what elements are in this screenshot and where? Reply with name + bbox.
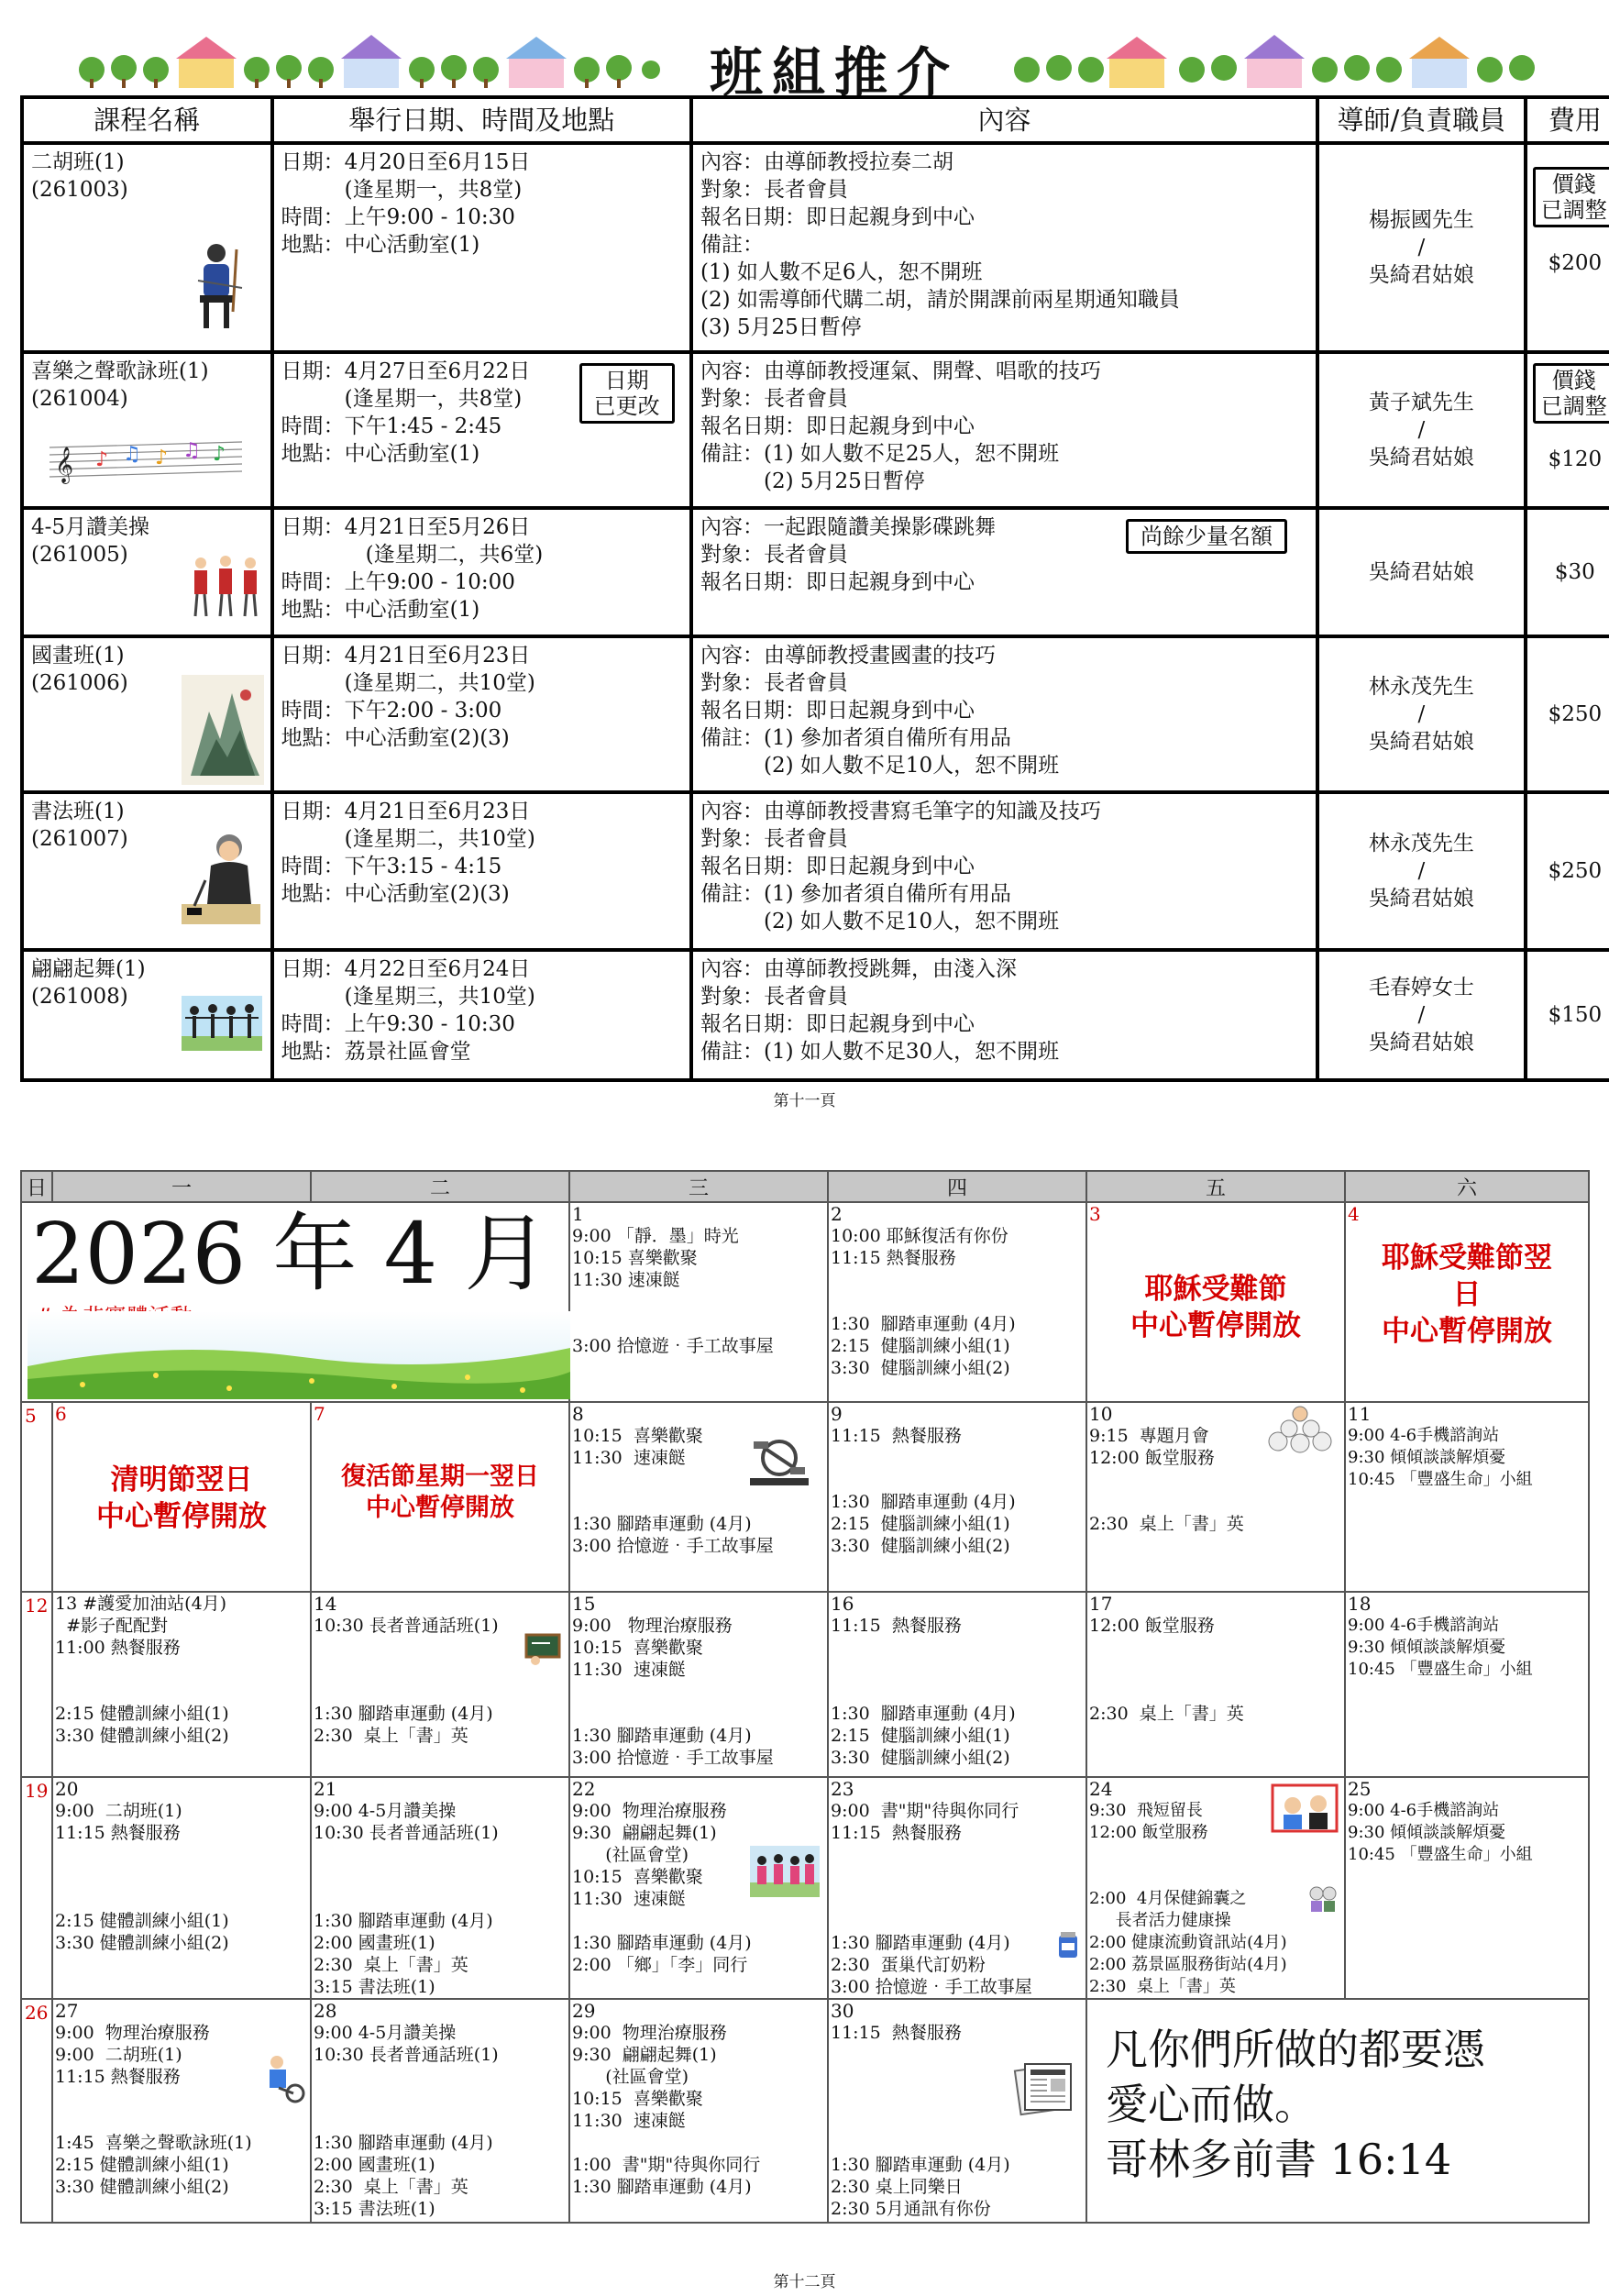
- day-number: 13: [55, 1594, 78, 1614]
- day-number: 29: [572, 2000, 596, 2022]
- course-name-cell: [22, 636, 272, 792]
- day-cell: [311, 1999, 569, 2223]
- weekday-mon: 一: [52, 1171, 311, 1202]
- day-events: 11:15 熱餐服務 1:30 腳踏車運動 (4月) 2:15 健腦訓練小組(1) 3:30 健腦訓練小組(2): [831, 1616, 1016, 1768]
- content-cell: [691, 792, 1317, 950]
- day-events: 11:15 熱餐服務 1:30 腳踏車運動 (4月) 2:15 健腦訓練小組(1) 3:30 健腦訓練小組(2): [831, 1426, 1016, 1556]
- weekday-sun: 日: [21, 1171, 52, 1202]
- day-events: 9:00 物理治療服務 10:15 喜樂歡聚 11:30 速凍餸 1:30 腳踏車運動 (4月) 3:00 拾憶遊‧手工故事屋: [572, 1616, 774, 1768]
- course-content: 內容：由導師教授跳舞，由淺入深 對象：長者會員 報名日期：即日起親身到中心 備註：(1) 如人數不足30人，恕不開班: [700, 957, 1060, 1064]
- svg-text:♪: ♪: [155, 447, 169, 469]
- day-number: 11: [1348, 1403, 1372, 1425]
- course-name-cell: [22, 508, 272, 636]
- course-fee: $150: [1548, 1003, 1603, 1027]
- content-cell: [691, 508, 1317, 636]
- day-cell: [1086, 1402, 1345, 1592]
- praise-dance-icon: [189, 546, 262, 620]
- day-events: 11:15 熱餐服務 1:30 腳踏車運動 (4月) 2:30 桌上同樂日 2:30 5月通訊有你份: [831, 2023, 1010, 2219]
- elderly-couple-icon: [1307, 1884, 1339, 1914]
- sunday-cell: 12: [21, 1592, 52, 1777]
- day-cell: [569, 1777, 828, 1999]
- calendar-week: [21, 1592, 1589, 1777]
- course-tutor: 楊振國先生 / 吳綺君姑娘: [1368, 208, 1474, 287]
- music-notes-icon: [50, 433, 242, 486]
- day-number: 4: [1348, 1203, 1360, 1225]
- svg-text:♫: ♫: [123, 443, 141, 466]
- table-row: [22, 792, 1609, 950]
- course-schedule: 日期：4月27日至6月22日 (逢星期一，共8堂) 時間：下午1:45 - 2:45 地點：中心活動室(1): [281, 359, 531, 466]
- page-number-12: 第十二頁: [773, 2273, 836, 2291]
- closure-notice: 耶穌受難節 中心暫停開放: [1130, 1273, 1301, 1342]
- day-events: 10:15 喜樂歡聚 11:30 速凍餸 1:30 腳踏車運動 (4月) 3:00 拾憶遊‧手工故事屋: [572, 1426, 774, 1556]
- day-number: 16: [831, 1593, 854, 1615]
- course-name: 國畫班(1) (261006): [31, 644, 128, 695]
- fee-cell: [1526, 636, 1609, 792]
- dancers-photo-icon: [750, 1846, 820, 1897]
- day-number: 17: [1089, 1593, 1113, 1615]
- day-cell: [52, 1999, 311, 2223]
- day-events: 9:00 4-6手機諮詢站 9:30 傾傾談談解煩憂 10:45 「豐盛生命」小組: [1348, 1801, 1533, 1864]
- fee-cell: [1526, 950, 1609, 1080]
- svg-text:♫: ♫: [182, 439, 201, 462]
- course-schedule: 日期：4月21日至6月23日 (逢星期二，共10堂) 時間：下午2:00 - 3:00 地點：中心活動室(2)(3): [281, 644, 535, 750]
- audience-meeting-icon: [1260, 1405, 1342, 1460]
- schedule-cell: [272, 352, 691, 508]
- course-schedule: 日期：4月20日至6月15日 (逢星期一，共8堂) 時間：上午9:00 - 10:30 地點：中心活動室(1): [281, 150, 531, 257]
- tutor-cell: [1317, 950, 1526, 1080]
- course-content: 內容：一起跟隨讚美操影碟跳舞 對象：長者會員 報名日期：即日起親身到中心: [700, 515, 997, 594]
- fee-cell: [1526, 352, 1609, 508]
- course-name-cell: [22, 792, 272, 950]
- course-table-header: [22, 97, 1609, 143]
- tutor-cell: [1317, 636, 1526, 792]
- day-number: 7: [314, 1403, 325, 1425]
- course-fee: $250: [1548, 702, 1603, 726]
- day-events: [53, 1593, 310, 1747]
- day-cell: [569, 1202, 828, 1402]
- day-cell: [569, 1592, 828, 1777]
- day-cell: [1345, 1202, 1589, 1402]
- calligraphy-icon: [178, 827, 262, 928]
- day-number: 3: [1089, 1203, 1101, 1225]
- schedule-cell: [272, 950, 691, 1080]
- course-fee: $200: [1548, 251, 1603, 275]
- svg-text:♪: ♪: [213, 443, 226, 466]
- course-tutor: 黃子斌先生 / 吳綺君姑娘: [1368, 391, 1474, 469]
- fee-cell: [1526, 792, 1609, 950]
- price-adjusted-badge: 價錢 已調整: [1533, 167, 1609, 227]
- weekday-tue: 二: [311, 1171, 569, 1202]
- course-content: 內容：由導師教授拉奏二胡 對象：長者會員 報名日期：即日起親身到中心 備註： (1) 如人數不足6人，恕不開班 (2) 如需導師代購二胡，請於開課前兩星期通知職員 (3) 5月25日暫停: [700, 150, 1180, 339]
- month-title: 2026 年 4 月: [31, 1205, 549, 1303]
- meadow-scene-icon: [28, 1311, 570, 1399]
- day-cell: [828, 1402, 1086, 1592]
- tutor-cell: [1317, 143, 1526, 352]
- page-title: 班組推介: [709, 41, 959, 104]
- calendar-week: [21, 1999, 1589, 2223]
- course-fee: $120: [1548, 447, 1603, 471]
- day-number: 22: [572, 1778, 596, 1800]
- day-events: 9:00 物理治療服務 9:30 翩翩起舞(1) (社區會堂) 10:15 喜樂歡聚 11:30 速凍餸 1:30 腳踏車運動 (4月) 2:00 「鄉」「李」同行: [572, 1801, 752, 1975]
- day-number: 2: [831, 1203, 843, 1225]
- column-header-content: 內容: [691, 97, 1317, 143]
- day-number: 14: [314, 1593, 337, 1615]
- day-cell: [1086, 1592, 1345, 1777]
- day-cell: [1345, 1777, 1589, 1999]
- course-name-cell: [22, 950, 272, 1080]
- course-tutor: 林永茂先生 / 吳綺君姑娘: [1368, 675, 1474, 754]
- course-content: 內容：由導師教授書寫毛筆字的知識及技巧 對象：長者會員 報名日期：即日起親身到中心 備註：(1) 參加者須自備所有用品 (2) 如人數不足10人，恕不開班: [700, 800, 1102, 933]
- day-events: 9:00 4-6手機諮詢站 9:30 傾傾談談解煩憂 10:45 「豐盛生命」小組: [1348, 1616, 1533, 1679]
- content-cell: [691, 636, 1317, 792]
- weekday-header: [21, 1171, 1589, 1202]
- course-name: 4-5月讚美操 (261005): [31, 515, 150, 567]
- sunday-cell: 19: [21, 1777, 52, 1999]
- date-changed-badge: 日期 已更改: [579, 363, 675, 424]
- day-events: 9:00 物理治療服務 9:30 翩翩起舞(1) (社區會堂) 10:15 喜樂歡聚 11:30 速凍餸 1:00 書"期"待與你同行 1:30 腳踏車運動 (4月): [572, 2023, 761, 2197]
- course-name-cell: [22, 352, 272, 508]
- fee-cell: [1526, 508, 1609, 636]
- castle-tree-border-left-icon: [73, 33, 660, 88]
- fee-cell: [1526, 143, 1609, 352]
- bible-verse: 凡你們所做的都要憑 愛心而做。 哥林多前書 16:14: [1106, 2025, 1485, 2184]
- day-number: 24: [1089, 1778, 1113, 1800]
- course-tutor: 毛春婷女士 / 吳綺君姑娘: [1368, 976, 1474, 1054]
- day-events: 9:00 書"期"待與你同行 11:15 熱餐服務 1:30 腳踏車運動 (4月) 2:30 蛋巢代訂奶粉 3:00 拾憶遊‧手工故事屋: [831, 1801, 1032, 1997]
- day-cell: [52, 1402, 311, 1592]
- table-row: [22, 143, 1609, 352]
- few-places-left-badge: 尚餘少量名額: [1126, 519, 1287, 554]
- weekday-wed: 三: [569, 1171, 828, 1202]
- day-cell: [828, 1777, 1086, 1999]
- day-cell: [1345, 1402, 1589, 1592]
- day-number: 9: [831, 1403, 843, 1425]
- table-row: [22, 636, 1609, 792]
- day-events: 12:00 飯堂服務 2:30 桌上「書」英: [1089, 1616, 1244, 1724]
- day-cell: [52, 1777, 311, 1999]
- course-tutor: 吳綺君姑娘: [1368, 560, 1474, 584]
- day-number: 21: [314, 1778, 337, 1800]
- weekday-sat: 六: [1345, 1171, 1589, 1202]
- day-cell: [1086, 1777, 1345, 1999]
- day-number: 8: [572, 1403, 584, 1425]
- sunday-cell: 26: [21, 1999, 52, 2223]
- day-number: 1: [572, 1203, 584, 1225]
- dance-group-icon: [182, 996, 262, 1051]
- schedule-cell: [272, 636, 691, 792]
- course-schedule: 日期：4月21日至6月23日 (逢星期二，共10堂) 時間：下午3:15 - 4:15 地點：中心活動室(2)(3): [281, 800, 535, 906]
- column-header-schedule: 舉行日期、時間及地點: [272, 97, 691, 143]
- day-events: 9:00 物理治療服務 9:00 二胡班(1) 11:15 熱餐服務 1:45 喜樂之聲歌詠班(1) 2:15 健體訓練小組(1) 3:30 健體訓練小組(2): [55, 2023, 252, 2197]
- day-events: 9:00 二胡班(1) 11:15 熱餐服務 2:15 健體訓練小組(1) 3:30 健體訓練小組(2): [55, 1801, 229, 1953]
- day-number: 6: [55, 1403, 67, 1425]
- chinese-painting-icon: [182, 675, 264, 785]
- day-cell: [311, 1592, 569, 1777]
- day-cell: [828, 1592, 1086, 1777]
- closure-notice: 復活節星期一翌日 中心暫停開放: [341, 1463, 539, 1522]
- schedule-cell: [272, 792, 691, 950]
- day-events: 9:00 4-5月讚美操 10:30 長者普通話班(1) 1:30 腳踏車運動 (4月) 2:00 國畫班(1) 2:30 桌上「書」英 3:15 書法班(1): [314, 1801, 499, 1997]
- month-title-cell: [21, 1202, 569, 1402]
- castle-tree-border-right-icon: [1008, 33, 1540, 88]
- course-name: 書法班(1) (261007): [31, 800, 128, 851]
- course-fee: $250: [1548, 859, 1603, 883]
- content-cell: [691, 143, 1317, 352]
- milk-can-icon: [1056, 1930, 1080, 1959]
- day-number: 20: [55, 1778, 79, 1800]
- svg-text:𝄞: 𝄞: [55, 447, 74, 483]
- day-number: 15: [572, 1593, 596, 1615]
- chalkboard-icon: [524, 1633, 561, 1666]
- column-header-fee: 費用: [1526, 97, 1609, 143]
- course-schedule: 日期：4月21日至5月26日 (逢星期二，共6堂) 時間：上午9:00 - 10:00 地點：中心活動室(1): [281, 515, 544, 622]
- page-number-11: 第十一頁: [773, 1092, 836, 1110]
- day-number: 10: [1089, 1403, 1113, 1425]
- day-number: 30: [831, 2000, 854, 2022]
- calendar-week: [21, 1202, 1589, 1402]
- course-fee: $30: [1554, 560, 1595, 584]
- day-cell: [569, 1999, 828, 2223]
- calendar-april-2026: [20, 1170, 1590, 2224]
- schedule-cell: [272, 508, 691, 636]
- day-cell: [52, 1592, 311, 1777]
- day-cell: [828, 1999, 1086, 2223]
- column-header-course-name: 課程名稱: [22, 97, 272, 143]
- course-table: [20, 95, 1609, 1082]
- day-cell: [569, 1402, 828, 1592]
- course-content: 內容：由導師教授畫國畫的技巧 對象：長者會員 報名日期：即日起親身到中心 備註：(1) 參加者須自備所有用品 (2) 如人數不足10人，恕不開班: [700, 644, 1060, 778]
- bible-verse-cell: [1086, 1999, 1589, 2223]
- weekday-thu: 四: [828, 1171, 1086, 1202]
- day-events: 9:30 飛短留長 12:00 飯堂服務 2:00 4月保健錦囊之 長者活力健康操 2:00 健康流動資訊站(4月) 2:00 荔景區服務街站(4月) 2:30 桌上「書」英: [1089, 1801, 1287, 1996]
- day-events: 9:15 專題月會 12:00 飯堂服務 2:30 桌上「書」英: [1089, 1426, 1244, 1534]
- physiotherapy-icon: [260, 2053, 306, 2104]
- day-events: 10:00 耶穌復活有你份 11:15 熱餐服務 1:30 腳踏車運動 (4月) 2:15 健腦訓練小組(1) 3:30 健腦訓練小組(2): [831, 1226, 1016, 1378]
- day-cell: [828, 1202, 1086, 1402]
- schedule-cell: [272, 143, 691, 352]
- day-events: 9:00 「靜．墨」時光 10:15 喜樂歡聚 11:30 速凍餸 3:00 拾憶遊‧手工故事屋: [572, 1226, 774, 1356]
- course-name: 翩翩起舞(1) (261008): [31, 957, 146, 1009]
- course-name: 二胡班(1) (261003): [31, 150, 128, 202]
- price-adjusted-badge: 價錢 已調整: [1533, 363, 1609, 424]
- erhu-player-icon: [185, 240, 249, 332]
- course-name: 喜樂之聲歌詠班(1) (261004): [31, 359, 209, 411]
- tutor-cell: [1317, 792, 1526, 950]
- calendar-week: [21, 1402, 1589, 1592]
- day-number: 27: [55, 2000, 79, 2022]
- day-number: 18: [1348, 1593, 1372, 1615]
- day-number: 28: [314, 2000, 337, 2022]
- tutor-cell: [1317, 352, 1526, 508]
- day-cell: [1086, 1202, 1345, 1402]
- weekday-fri: 五: [1086, 1171, 1345, 1202]
- content-cell: [691, 352, 1317, 508]
- day-events: 9:00 4-5月讚美操 10:30 長者普通話班(1) 1:30 腳踏車運動 (4月) 2:00 國畫班(1) 2:30 桌上「書」英 3:15 書法班(1): [314, 2023, 499, 2219]
- page-header: [37, 20, 1540, 104]
- day-cell: [1345, 1592, 1589, 1777]
- closure-notice: 清明節翌日 中心暫停開放: [96, 1463, 267, 1533]
- day-number: 23: [831, 1778, 854, 1800]
- tutor-cell: [1317, 508, 1526, 636]
- day-events: 9:00 4-6手機諮詢站 9:30 傾傾談談解煩憂 10:45 「豐盛生命」小組: [1348, 1426, 1533, 1489]
- column-header-tutor: 導師/負責職員: [1317, 97, 1526, 143]
- chatting-icon: [1269, 1782, 1340, 1835]
- pedal-exerciser-icon: [741, 1430, 818, 1495]
- course-name-cell: [22, 143, 272, 352]
- newsletter-icon: [1012, 2059, 1076, 2117]
- day-events: 10:30 長者普通話班(1) 1:30 腳踏車運動 (4月) 2:30 桌上「書」英: [314, 1616, 499, 1746]
- sunday-cell: 5: [21, 1402, 52, 1592]
- closure-notice: 耶穌受難節翌 日 中心暫停開放: [1382, 1242, 1552, 1348]
- course-content: 內容：由導師教授運氣、開聲、唱歌的技巧 對象：長者會員 報名日期：即日起親身到中心 備註：(1) 如人數不足25人，恕不開班 (2) 5月25日暫停: [700, 359, 1102, 493]
- table-row: [22, 950, 1609, 1080]
- calendar-week: [21, 1777, 1589, 1999]
- table-row: [22, 352, 1609, 508]
- svg-text:♪: ♪: [95, 448, 109, 471]
- day-cell: [311, 1402, 569, 1592]
- table-row: [22, 508, 1609, 636]
- course-tutor: 林永茂先生 / 吳綺君姑娘: [1368, 832, 1474, 911]
- day-number: 25: [1348, 1778, 1372, 1800]
- content-cell: [691, 950, 1317, 1080]
- day-cell: [311, 1777, 569, 1999]
- day-events-text: #護愛加油站(4月) #影子配配對 11:00 熱餐服務 2:15 健體訓練小組(1) 3:30 健體訓練小組(2): [55, 1594, 229, 1746]
- course-schedule: 日期：4月22日至6月24日 (逢星期三，共10堂) 時間：上午9:30 - 10:30 地點：荔景社區會堂: [281, 957, 535, 1064]
